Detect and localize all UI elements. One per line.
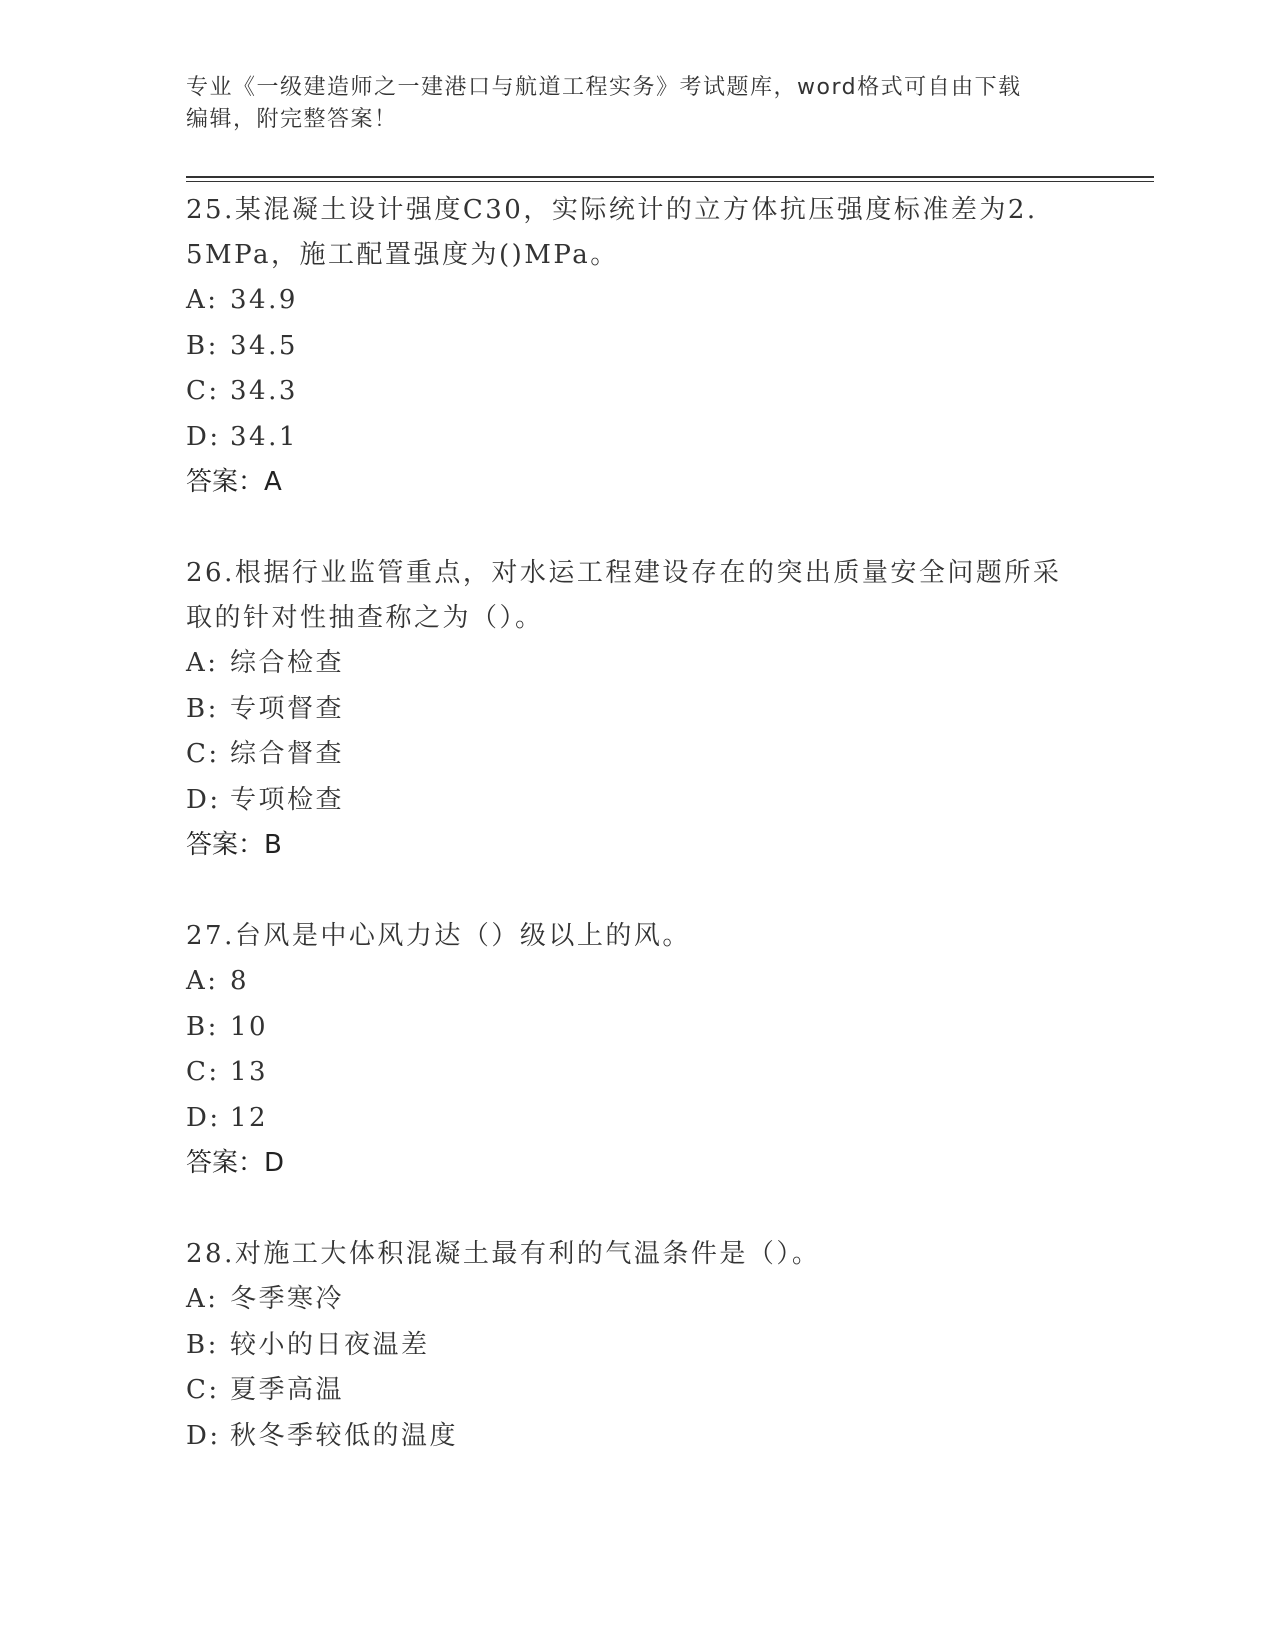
option-text: 34.9 [230,285,298,315]
option-text: 冬季寒冷 [230,1284,345,1314]
question-25 [186,188,1106,505]
option-text: 专项督查 [230,693,345,724]
option-key: D: [186,1102,221,1133]
question-spacer [186,868,1106,914]
option-key: A: [186,1284,219,1314]
option-c [186,369,1106,415]
option-b [186,1323,1106,1369]
answer-label: 答案：A [186,467,282,497]
question-text [186,914,1106,959]
question-list [186,188,1106,1459]
question-text [186,1232,1106,1277]
option-text: 13 [230,1057,269,1087]
header-divider-thick [186,176,1154,178]
option-key: B: [186,693,219,724]
option-text: 综合督查 [230,739,345,769]
question-spacer [186,1186,1106,1232]
header-line-1: 专业《一级建造师之一建港口与航道工程实务》考试题库，word格式可自由下载 [186,75,1022,100]
question-text [186,188,1106,278]
answer-label: 答案：B [186,830,282,860]
option-d [186,778,1106,824]
option-key: C: [186,376,220,406]
option-text: 8 [230,966,250,996]
option-c [186,1368,1106,1414]
option-d [186,1414,1106,1460]
option-a [186,959,1106,1005]
option-text: 10 [230,1011,269,1042]
option-a [186,641,1106,687]
option-a [186,278,1106,324]
option-b [186,324,1106,370]
question-text-line: 取的针对性抽查称之为（）。 [186,603,544,633]
option-text: 34.3 [230,376,298,406]
option-a [186,1277,1106,1323]
option-text: 较小的日夜温差 [230,1329,430,1360]
question-text-line: 27.台风是中心风力达（）级以上的风。 [186,921,691,951]
question-text-line: 5MPa，施工配置强度为()MPa。 [186,240,619,270]
header-divider-thin [186,181,1154,182]
option-text: 综合检查 [230,648,345,678]
question-text-line: 28.对施工大体积混凝土最有利的气温条件是（）。 [186,1239,821,1269]
option-c [186,732,1106,778]
option-key: C: [186,739,220,769]
question-text-line: 25.某混凝土设计强度C30，实际统计的立方体抗压强度标准差为2. [186,195,1038,225]
option-text: 夏季高温 [230,1375,345,1405]
answer-label: 答案：D [186,1148,285,1178]
option-text: 秋冬季较低的温度 [230,1420,459,1451]
option-text: 专项检查 [230,784,345,815]
option-key: B: [186,1329,219,1360]
question-26 [186,551,1106,868]
option-text: 34.5 [230,330,298,361]
option-key: C: [186,1375,220,1405]
option-text: 12 [230,1102,269,1133]
option-key: A: [186,648,219,678]
option-key: D: [186,784,221,815]
question-text [186,551,1106,641]
question-text-line: 26.根据行业监管重点，对水运工程建设存在的突出质量安全问题所采 [186,558,1062,588]
option-b [186,687,1106,733]
question-28 [186,1232,1106,1459]
question-spacer [186,505,1106,551]
option-key: A: [186,966,219,996]
option-key: B: [186,330,219,361]
question-27 [186,914,1106,1186]
option-d [186,1096,1106,1142]
option-key: C: [186,1057,220,1087]
option-text: 34.1 [230,421,298,452]
option-key: A: [186,285,219,315]
document-header [186,72,1086,136]
option-key: D: [186,1420,221,1451]
option-key: D: [186,421,221,452]
option-b [186,1005,1106,1051]
header-line-2: 编辑，附完整答案！ [186,107,398,132]
option-d [186,415,1106,461]
option-key: B: [186,1011,219,1042]
option-c [186,1050,1106,1096]
